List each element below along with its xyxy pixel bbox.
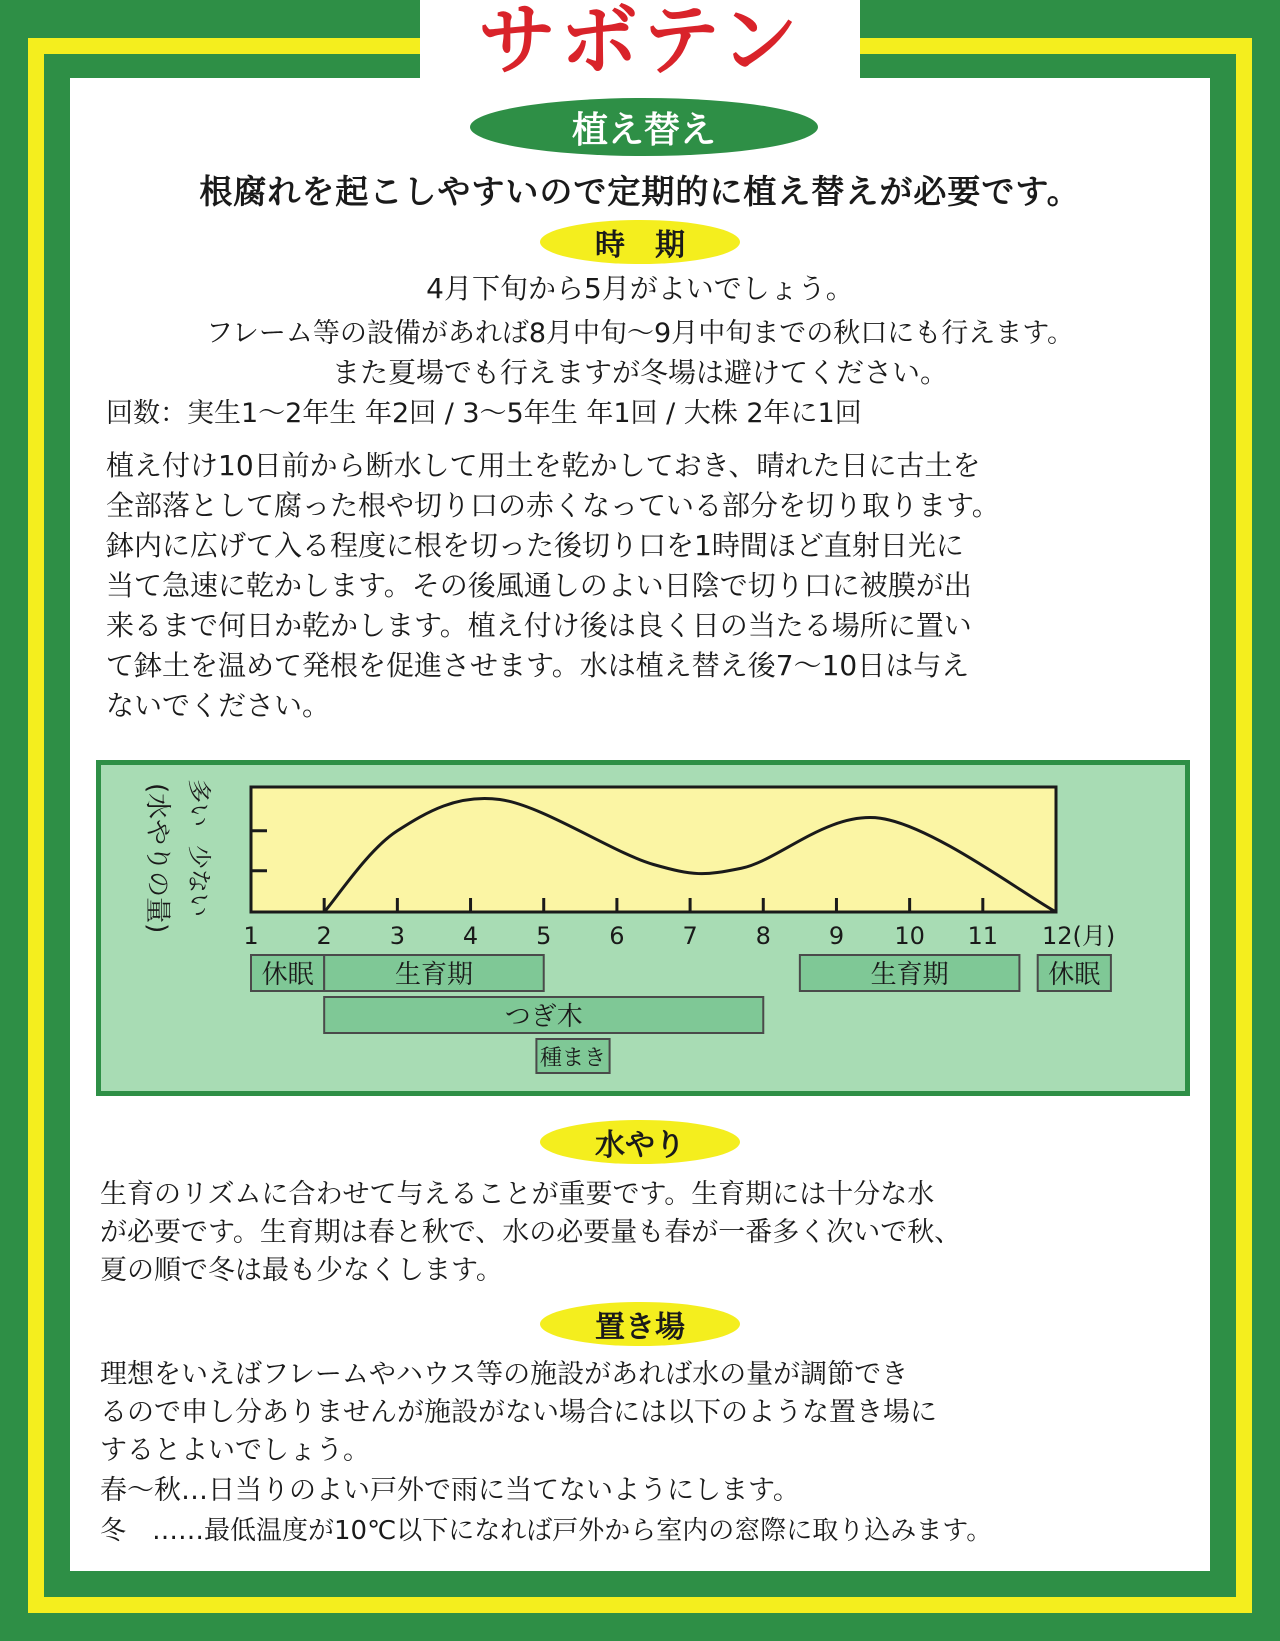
- timing-line: また夏場でも行えますが冬場は避けてください。: [331, 356, 948, 389]
- x-tick-label: 4: [462, 922, 479, 950]
- method-line: 来るまで何日か乾かします。植え付け後は良く日の当たる場所に置い: [106, 609, 972, 642]
- x-tick-label: 11: [967, 922, 999, 950]
- title-box: [420, 0, 860, 88]
- timing-line: フレーム等の設備があれば8月中旬～9月中旬までの秋口にも行えます。: [205, 318, 1075, 349]
- period-label: 休眠: [1048, 960, 1101, 990]
- watering-chart: [96, 760, 1190, 1096]
- timing-line: 回数：実生1～2年生 年2回 / 3～5年生 年1回 / 大株 2年に1回: [106, 398, 862, 429]
- x-tick-label: 12(月): [1042, 922, 1116, 950]
- water-heading: 水やり: [540, 1120, 740, 1164]
- x-tick-label: 3: [389, 922, 406, 950]
- place-line: 春～秋…日当りのよい戸外で雨に当てないようにします。: [100, 1475, 800, 1506]
- method-line: ないでください。: [106, 689, 331, 722]
- method-line: 鉢内に広げて入る程度に根を切った後切り口を1時間ほど直射日光に: [106, 529, 964, 562]
- period-label: 種まき: [539, 1046, 607, 1071]
- period-label: 生育期: [394, 960, 473, 990]
- place-line: するとよいでしょう。: [100, 1435, 370, 1466]
- y-level-high: 多い: [185, 779, 213, 827]
- page-title: サボテン: [477, 0, 803, 86]
- x-tick-label: 8: [755, 922, 771, 950]
- x-tick-label: 9: [828, 922, 845, 950]
- method-line: 全部落として腐った根や切り口の赤くなっている部分を切り取ります。: [106, 489, 1000, 522]
- method-line: て鉢土を温めて発根を促進させます。水は植え替え後7～10日は与え: [106, 649, 970, 682]
- x-tick-label: 2: [316, 922, 332, 950]
- chart-svg: [101, 765, 1185, 1091]
- x-tick-label: 7: [682, 922, 698, 950]
- replant-heading: 植え替え: [470, 98, 818, 156]
- water-line: 夏の順で冬は最も少なくします。: [100, 1255, 503, 1286]
- period-label: つぎ木: [504, 1002, 583, 1032]
- water-line: が必要です。生育期は春と秋で、水の必要量も春が一番多く次いで秋、: [100, 1217, 962, 1248]
- place-line: 理想をいえばフレームやハウス等の施設があれば水の量が調節でき: [100, 1359, 909, 1390]
- place-line: 冬 ……最低温度が10℃以下になれば戸外から室内の窓際に取り込みます。: [100, 1516, 993, 1546]
- x-tick-label: 5: [536, 922, 552, 950]
- place-heading: 置き場: [540, 1302, 740, 1346]
- water-line: 生育のリズムに合わせて与えることが重要です。生育期には十分な水: [100, 1179, 935, 1210]
- plot-area: [251, 787, 1056, 912]
- method-line: 植え付け10日前から断水して用土を乾かしておき、晴れた日に古土を: [106, 449, 981, 482]
- timing-heading: 時 期: [540, 220, 740, 264]
- period-label: 生育期: [870, 960, 949, 990]
- timing-line: 4月下旬から5月がよいでしょう。: [426, 272, 854, 305]
- replant-lead: 根腐れを起こしやすいので定期的に植え替えが必要です。: [199, 172, 1081, 211]
- x-tick-label: 6: [609, 922, 625, 950]
- period-label: 休眠: [261, 960, 314, 990]
- y-level-low: 少ない: [185, 845, 213, 917]
- method-line: 当て急速に乾かします。その後風通しのよい日陰で切り口に被膜が出: [106, 569, 972, 602]
- y-axis-label: (水やりの量): [142, 783, 172, 934]
- x-tick-label: 10: [894, 922, 925, 950]
- place-line: るので申し分ありませんが施設がない場合には以下のような置き場に: [100, 1397, 937, 1428]
- x-tick-label: 1: [243, 922, 259, 950]
